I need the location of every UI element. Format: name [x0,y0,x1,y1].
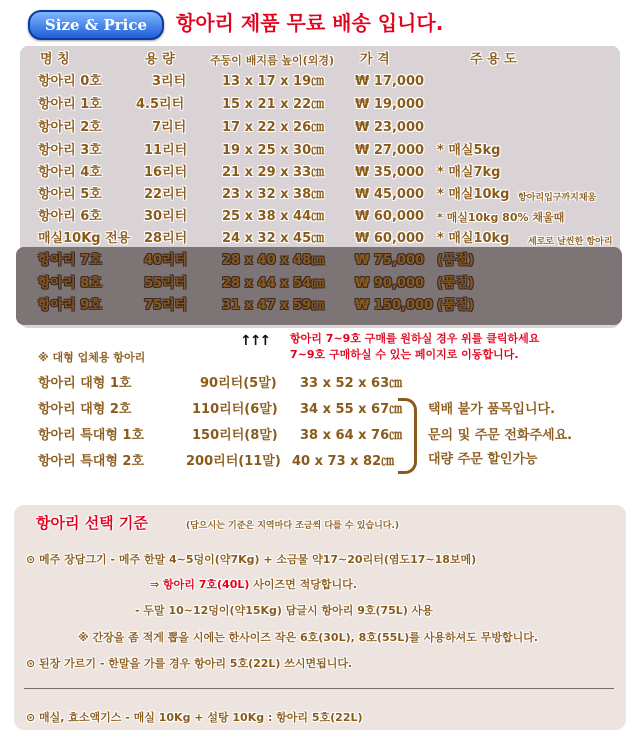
row-usage: * 매실5kg [437,143,501,158]
row-name: 항아리 4호 [38,165,102,180]
sold-out-note-line2: 7~9호 구매하실 수 있는 페이지로 이동합니다. [290,348,519,361]
row-capacity: 30리터 [144,209,188,224]
bulk-capacity: 110리터(6말) [192,402,278,417]
row-capacity: 4.5리터 [136,97,185,112]
row-size: 23 x 32 x 38㎝ [222,187,325,202]
row-price: ₩ 35,000 [355,165,425,180]
row-usage: * 매실10kg [437,231,510,246]
row-usage: (품절) [437,276,474,291]
header-capacity: 용 량 [145,52,175,67]
guide-line-two-mal: - 두말 10~12덩이(약15Kg) 담글시 항아리 9호(75L) 사용 [135,604,433,617]
row-capacity: 55리터 [144,276,188,291]
row-price: ₩ 19,000 [355,97,425,112]
bulk-capacity: 200리터(11말) [186,454,281,469]
row-usage: (품절) [437,298,474,313]
divider [24,688,614,689]
bulk-size: 34 x 55 x 67㎝ [300,402,403,417]
row-usage-note: 항아리입구까지채움 [518,193,597,203]
row-name: 항아리 9호 [38,298,102,313]
row-size: 28 x 40 x 48㎝ [222,253,325,268]
up-arrows-icon[interactable]: ↑↑↑ [240,333,270,349]
guide-line-recommend: ⇒ 항아리 7호(40L) 사이즈면 적당합니다. [150,578,357,591]
row-size: 17 x 22 x 26㎝ [222,120,325,135]
row-name: 항아리 7호 [38,253,102,268]
row-name: 항아리 1호 [38,97,102,112]
bulk-name: 항아리 대형 2호 [38,402,132,417]
row-usage: * 매실10kg 80% 채울때 [437,211,565,224]
bulk-size: 40 x 73 x 82㎝ [292,454,395,469]
row-capacity: 7리터 [152,120,187,135]
row-capacity: 28리터 [144,231,188,246]
bulk-capacity: 150리터(8말) [192,428,278,443]
row-price: ₩ 27,000 [355,143,425,158]
row-name: 항아리 8호 [38,276,102,291]
row-name: 매실10Kg 전용 [38,231,131,246]
header-usage: 주 용 도 [470,52,517,67]
sold-out-note-line1[interactable]: 항아리 7~9호 구매를 원하실 경우 위를 클릭하세요 [290,332,540,345]
row-size: 31 x 47 x 59㎝ [222,298,325,313]
guide-line-doenjang: ⊙ 된장 가르기 - 한말을 가를 경우 항아리 5호(22L) 쓰시면됩니다. [26,657,353,670]
guide-line-soy: ※ 간장을 좀 적게 뽑을 시에는 한사이즈 작은 6호(30L), 8호(55L)를 사용하셔도 무방합니다. [78,631,539,644]
brace-icon [398,398,417,474]
row-price: ₩ 23,000 [355,120,425,135]
row-price: ₩ 17,000 [355,74,425,89]
row-capacity: 75리터 [144,298,188,313]
row-size: 13 x 17 x 19㎝ [222,74,325,89]
guide-line-maesil: ⊙ 매실, 효소액기스 - 매실 10Kg + 설탕 10Kg : 항아리 5호(22L) [26,711,363,724]
bulk-capacity: 90리터(5말) [200,376,277,391]
row-size: 21 x 29 x 33㎝ [222,165,325,180]
row-usage: * 매실7kg [437,165,501,180]
selection-guide-subtitle: (담으시는 기준은 지역마다 조금씩 다를 수 있습니다.) [186,521,400,531]
row-price: ₩ 60,000 [355,231,425,246]
row-size: 24 x 32 x 45㎝ [222,231,325,246]
row-capacity: 22리터 [144,187,188,202]
bulk-size: 38 x 64 x 76㎝ [300,428,403,443]
bulk-note-3: 대량 주문 할인가능 [428,452,538,467]
guide-line-meju: ⊙ 메주 장담그기 - 메주 한말 4~5덩이(약7Kg) + 소금물 약17~20리터(염도17~18보메) [26,553,477,566]
header-price: 가 격 [360,52,390,67]
bulk-size: 33 x 52 x 63㎝ [300,376,403,391]
row-price: ₩ 90,000 [355,276,425,291]
row-name: 항아리 5호 [38,187,102,202]
row-size: 25 x 38 x 44㎝ [222,209,325,224]
row-size: 28 x 44 x 54㎝ [222,276,325,291]
row-usage: (품절) [437,253,474,268]
selection-guide-title: 항아리 선택 기준 [36,514,148,532]
row-price: ₩ 75,000 [355,253,425,268]
row-capacity: 11리터 [144,143,188,158]
row-name: 항아리 2호 [38,120,102,135]
size-price-badge: Size & Price [28,10,164,40]
row-size: 19 x 25 x 30㎝ [222,143,325,158]
free-shipping-headline: 항아리 제품 무료 배송 입니다. [176,11,444,35]
row-capacity: 16리터 [144,165,188,180]
bulk-name: 항아리 대형 1호 [38,376,132,391]
row-capacity: 3리터 [152,74,187,89]
row-capacity: 40리터 [144,253,188,268]
row-name: 항아리 3호 [38,143,102,158]
bulk-name: 항아리 특대형 1호 [38,428,145,443]
row-usage: * 매실10kg [437,187,510,202]
row-name: 항아리 6호 [38,209,102,224]
row-size: 15 x 21 x 22㎝ [222,97,325,112]
row-price: ₩ 150,000 [355,298,434,313]
row-price: ₩ 45,000 [355,187,425,202]
bulk-name: 항아리 특대형 2호 [38,454,145,469]
bulk-note-2: 문의 및 주문 전화주세요. [428,428,573,443]
row-usage-note: 세로로 날씬한 항아리 [528,237,613,247]
bulk-title: ※ 대형 업체용 항아리 [38,351,146,364]
header-name: 명 칭 [40,52,70,67]
row-price: ₩ 60,000 [355,209,425,224]
header-size: 주둥이 배지름 높이(외경) [210,54,334,67]
row-name: 항아리 0호 [38,74,102,89]
bulk-note-1: 택배 불가 품목입니다. [428,402,556,417]
